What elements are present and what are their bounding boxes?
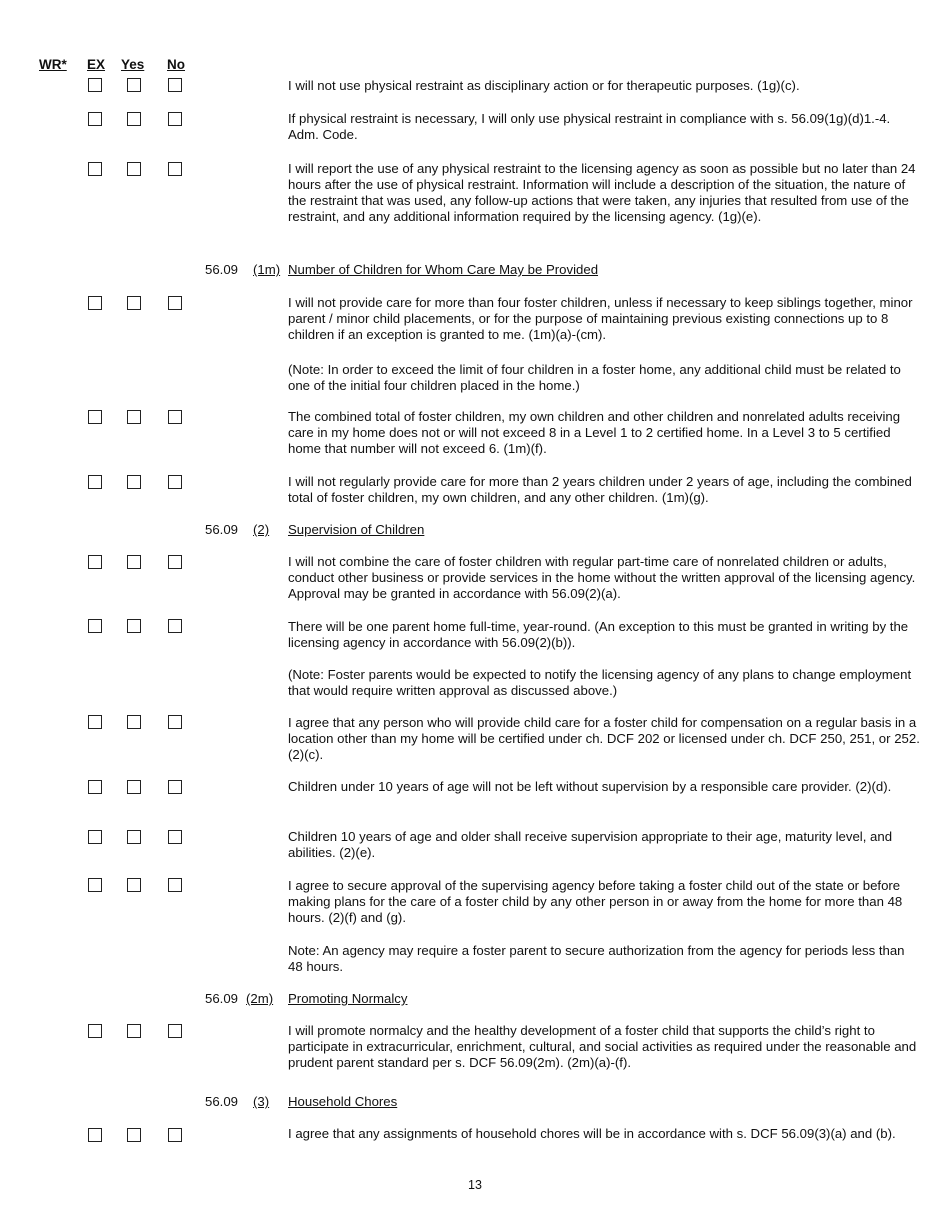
checkbox-ex[interactable] [88,830,102,844]
requirement-text: I agree that any person who will provide child care for a foster child for compensation on a regular basis in a location other than my home will be certified under ch. DCF 202 or licensed under ch. DCF 250, 251, or 252. (2)(c). [288,715,920,762]
checkbox-no[interactable] [168,78,182,92]
checkbox-no[interactable] [168,1128,182,1142]
page-number: 13 [468,1178,482,1192]
checkbox-no[interactable] [168,296,182,310]
checkbox-ex[interactable] [88,112,102,126]
requirement-text: Children under 10 years of age will not be left without supervision by a responsible care provider. (2)(d). [288,779,892,794]
checkbox-yes[interactable] [127,475,141,489]
checkbox-ex[interactable] [88,410,102,424]
requirement-text: I agree that any assignments of household chores will be in accordance with s. DCF 56.09(3)(a) and (b). [288,1126,896,1141]
checkbox-ex[interactable] [88,1128,102,1142]
checkbox-yes[interactable] [127,1024,141,1038]
header-ex: EX [87,57,106,72]
checkbox-yes[interactable] [127,162,141,176]
section-title: Number of Children for Whom Care May be Provided [288,262,599,277]
checkbox-no[interactable] [168,1024,182,1038]
note-text: Note: An agency may require a foster parent to secure authorization from the agency for periods less than 48 hours. [288,943,905,974]
note-text: (Note: In order to exceed the limit of four children in a foster home, any additional child must be related to one of the initial four children placed in the home.) [288,362,901,393]
section-number: 56.09 [205,262,239,277]
section-number: 56.09 [205,1094,239,1109]
checkbox-yes[interactable] [127,410,141,424]
requirement-text: I will promote normalcy and the healthy development of a foster child that supports the child’s right to participate in extracurricular, enrichment, cultural, and social activities as required under the reasonable and prudent parent standard per s. DCF 56.09(2m). (2m)(a)-(f). [288,1023,917,1070]
requirement-text: I will not provide care for more than four foster children, unless if necessary to keep siblings together, minor parent / minor child placements, or for the purpose of maintaining previous existing connections up to 8 children if an exception is granted to me. (1m)(a)-(cm). [288,295,913,342]
checkbox-no[interactable] [168,715,182,729]
section-title: Promoting Normalcy [288,991,408,1006]
requirement-text: I will not combine the care of foster children with regular part-time care of nonrelated children or adults, conduct other business or provide services in the home without the written approval of the licensing agency. Approval may be granted in accordance with 56.09(2)(a). [288,554,916,601]
section-number: 56.09 [205,522,239,537]
checkbox-no[interactable] [168,475,182,489]
header-yes: Yes [121,57,145,72]
header-no: No [167,57,185,72]
section-subsection: (3) [253,1094,270,1109]
requirement-text: I will not regularly provide care for more than 2 years children under 2 years of age, including the combined total of foster children, my own children, and any other children. (1m)(g). [288,474,912,505]
header-wr: WR* [39,57,67,72]
checkbox-ex[interactable] [88,555,102,569]
checkbox-yes[interactable] [127,296,141,310]
requirement-text: There will be one parent home full-time, year-round. (An exception to this must be granted in writing by the licensing agency in accordance with 56.09(2)(b)). [288,619,909,650]
section-subsection: (1m) [253,262,281,277]
checkbox-ex[interactable] [88,162,102,176]
checkbox-no[interactable] [168,830,182,844]
checkbox-no[interactable] [168,410,182,424]
requirement-text: I will report the use of any physical restraint to the licensing agency as soon as possible but no later than 24 hours after the use of physical restraint. Information will include a description of the situation, the nature of the restraint that was used, any follow-up actions that were taken, any injuries that resulted from use of the restraint, and any additional information required by the licensing agency. (1g)(e). [288,161,916,224]
checkbox-ex[interactable] [88,1024,102,1038]
checkbox-ex[interactable] [88,715,102,729]
checkbox-ex[interactable] [88,475,102,489]
checkbox-ex[interactable] [88,619,102,633]
requirement-text: The combined total of foster children, my own children and other children and nonrelated adults receiving care in my home does not or will not exceed 8 in a Level 1 to 2 certified home. In a Level 3 to 5 certified home that number will not exceed 6. (1m)(f). [288,409,901,456]
checkbox-yes[interactable] [127,1128,141,1142]
checkbox-ex[interactable] [88,78,102,92]
checkbox-ex[interactable] [88,878,102,892]
checkbox-yes[interactable] [127,878,141,892]
checkbox-no[interactable] [168,878,182,892]
checkbox-no[interactable] [168,780,182,794]
checkbox-no[interactable] [168,162,182,176]
checkbox-no[interactable] [168,112,182,126]
section-title: Household Chores [288,1094,398,1109]
section-number: 56.09 [205,991,239,1006]
checkbox-yes[interactable] [127,780,141,794]
checkbox-yes[interactable] [127,112,141,126]
checkbox-ex[interactable] [88,780,102,794]
checkbox-yes[interactable] [127,78,141,92]
checkbox-no[interactable] [168,619,182,633]
requirement-text: If physical restraint is necessary, I will only use physical restraint in compliance with s. 56.09(1g)(d)1.-4. Adm. Code. [288,111,891,142]
requirement-text: Children 10 years of age and older shall receive supervision appropriate to their age, maturity level, and abilities. (2)(e). [288,829,893,860]
checkbox-yes[interactable] [127,830,141,844]
requirement-text: I will not use physical restraint as disciplinary action or for therapeutic purposes. (1g)(c). [288,78,800,93]
section-subsection: (2m) [246,991,274,1006]
checkbox-no[interactable] [168,555,182,569]
requirement-text: I agree to secure approval of the supervising agency before taking a foster child out of the state or before making plans for the care of a foster child by any other person in or away from the home for more than 48 hours. (2)(f) and (g). [288,878,903,925]
section-subsection: (2) [253,522,270,537]
note-text: (Note: Foster parents would be expected to notify the licensing agency of any plans to change employment that would require written approval as discussed above.) [288,667,912,698]
checkbox-yes[interactable] [127,555,141,569]
checkbox-yes[interactable] [127,715,141,729]
checkbox-yes[interactable] [127,619,141,633]
section-title: Supervision of Children [288,522,425,537]
checkbox-ex[interactable] [88,296,102,310]
